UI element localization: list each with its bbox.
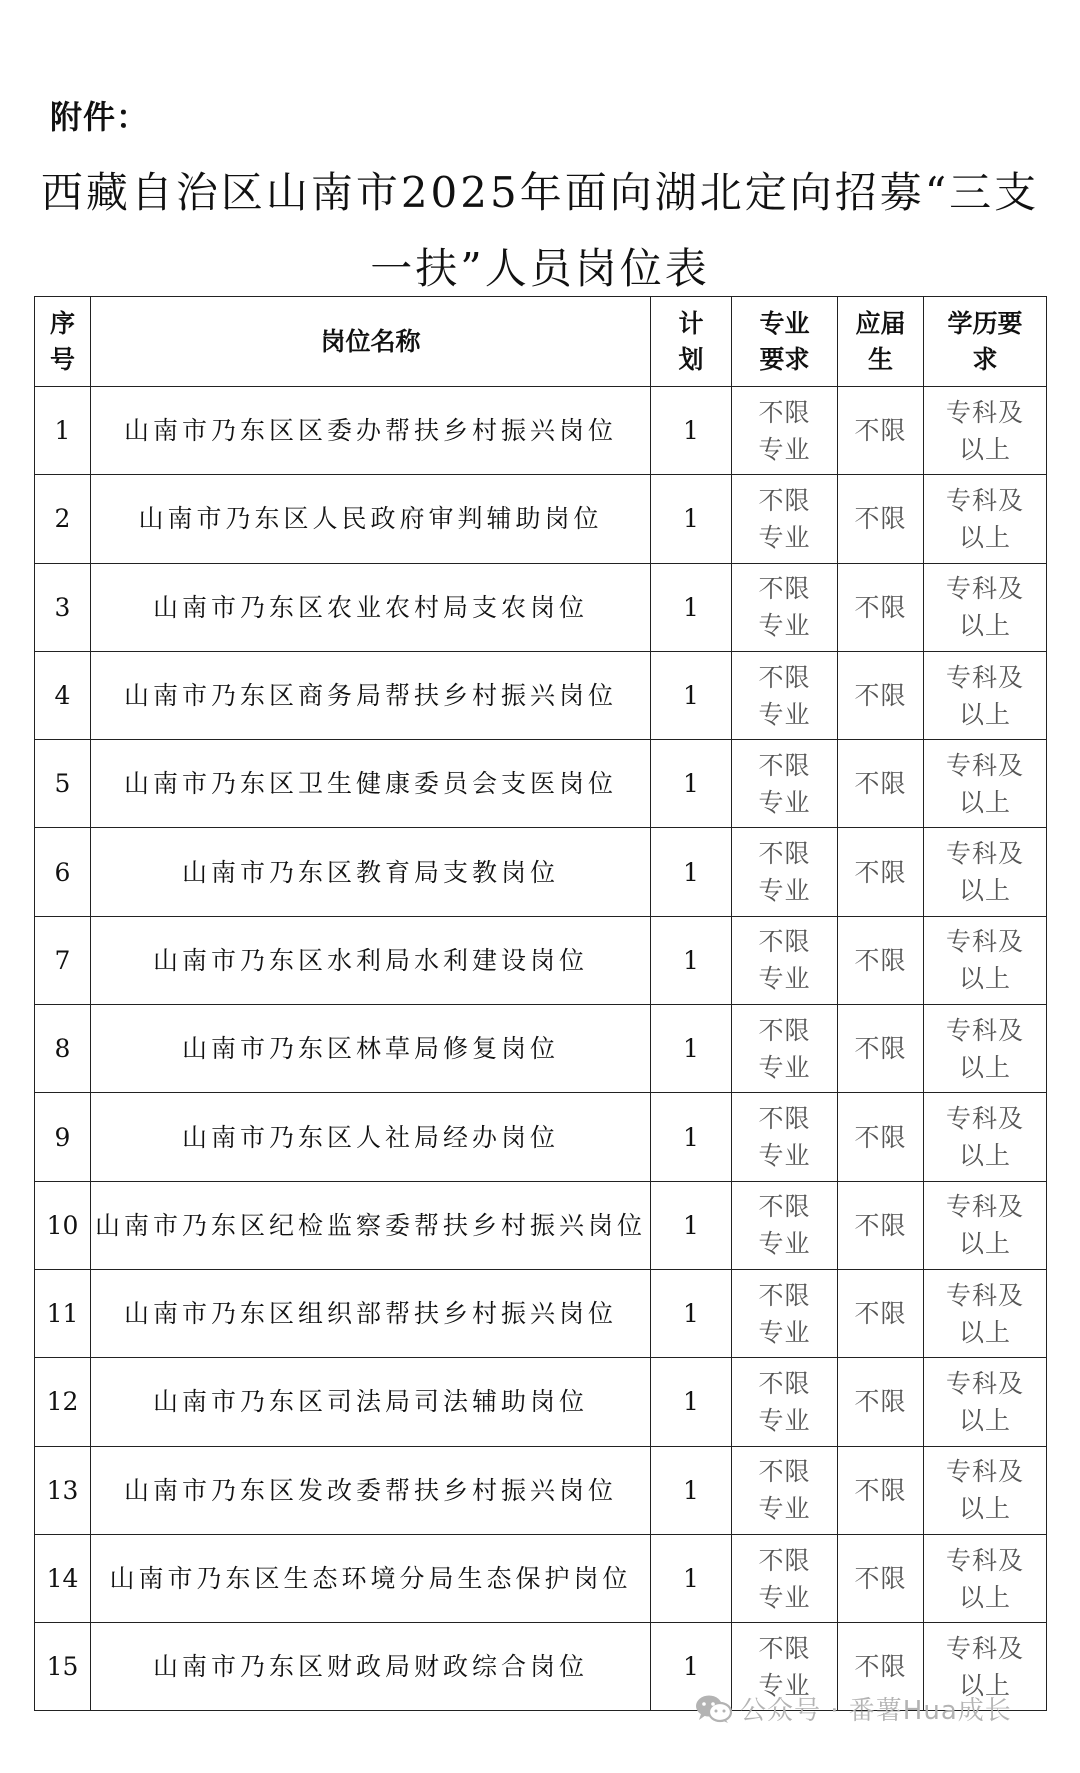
cell-major: 不限专业	[732, 1005, 838, 1093]
cell-graduate: 不限	[838, 475, 924, 563]
cell-position-name: 山南市乃东区发改委帮扶乡村振兴岗位	[91, 1446, 651, 1534]
cell-plan: 1	[651, 1005, 732, 1093]
cell-seq: 11	[35, 1269, 91, 1357]
cell-position-name: 山南市乃东区组织部帮扶乡村振兴岗位	[91, 1269, 651, 1357]
cell-graduate: 不限	[838, 916, 924, 1004]
cell-education: 专科及以上	[924, 563, 1047, 651]
table-row	[35, 1446, 1047, 1534]
cell-plan: 1	[651, 740, 732, 828]
cell-graduate: 不限	[838, 1358, 924, 1446]
document-title: 西藏自治区山南市2025年面向湖北定向招募“三支一扶”人员岗位表	[40, 168, 1040, 293]
cell-major: 不限专业	[732, 475, 838, 563]
cell-major: 不限专业	[732, 1534, 838, 1622]
cell-seq: 1	[35, 387, 91, 475]
cell-seq: 12	[35, 1358, 91, 1446]
cell-position-name: 山南市乃东区农业农村局支农岗位	[91, 563, 651, 651]
cell-position-name: 山南市乃东区人民政府审判辅助岗位	[91, 475, 651, 563]
cell-education: 专科及以上	[924, 1446, 1047, 1534]
cell-graduate: 不限	[838, 828, 924, 916]
table-row	[35, 1181, 1047, 1269]
cell-education: 专科及以上	[924, 740, 1047, 828]
cell-education: 专科及以上	[924, 1005, 1047, 1093]
cell-position-name: 山南市乃东区人社局经办岗位	[91, 1093, 651, 1181]
cell-major: 不限专业	[732, 1093, 838, 1181]
cell-plan: 1	[651, 1446, 732, 1534]
cell-graduate: 不限	[838, 1534, 924, 1622]
attachment-label: 附件：	[50, 98, 150, 136]
table-row	[35, 1269, 1047, 1357]
cell-education: 专科及以上	[924, 1181, 1047, 1269]
cell-plan: 1	[651, 563, 732, 651]
cell-position-name: 山南市乃东区教育局支教岗位	[91, 828, 651, 916]
cell-major: 不限专业	[732, 387, 838, 475]
cell-education: 专科及以上	[924, 475, 1047, 563]
cell-major: 不限专业	[732, 1181, 838, 1269]
cell-seq: 13	[35, 1446, 91, 1534]
cell-position-name: 山南市乃东区司法局司法辅助岗位	[91, 1358, 651, 1446]
cell-graduate: 不限	[838, 563, 924, 651]
cell-seq: 9	[35, 1093, 91, 1181]
watermark	[694, 1690, 1012, 1727]
cell-position-name: 山南市乃东区区委办帮扶乡村振兴岗位	[91, 387, 651, 475]
cell-seq: 6	[35, 828, 91, 916]
table-row	[35, 387, 1047, 475]
cell-education: 专科及以上	[924, 1358, 1047, 1446]
cell-position-name: 山南市乃东区商务局帮扶乡村振兴岗位	[91, 651, 651, 739]
cell-position-name: 山南市乃东区卫生健康委员会支医岗位	[91, 740, 651, 828]
wechat-icon	[694, 1694, 732, 1724]
cell-position-name: 山南市乃东区林草局修复岗位	[91, 1005, 651, 1093]
cell-education: 专科及以上	[924, 651, 1047, 739]
cell-seq: 5	[35, 740, 91, 828]
cell-plan: 1	[651, 916, 732, 1004]
table-row	[35, 1005, 1047, 1093]
cell-graduate: 不限	[838, 1005, 924, 1093]
cell-plan: 1	[651, 387, 732, 475]
cell-seq: 2	[35, 475, 91, 563]
table-header-row	[35, 297, 1047, 387]
table-row	[35, 475, 1047, 563]
cell-plan: 1	[651, 651, 732, 739]
table-row	[35, 651, 1047, 739]
table-row	[35, 1534, 1047, 1622]
cell-plan: 1	[651, 1534, 732, 1622]
cell-plan: 1	[651, 1269, 732, 1357]
cell-position-name: 山南市乃东区纪检监察委帮扶乡村振兴岗位	[91, 1181, 651, 1269]
cell-graduate: 不限	[838, 1446, 924, 1534]
cell-major: 不限专业	[732, 1446, 838, 1534]
cell-seq: 4	[35, 651, 91, 739]
cell-education: 专科及以上	[924, 1093, 1047, 1181]
column-header-name: 岗位名称	[91, 297, 651, 387]
cell-position-name: 山南市乃东区生态环境分局生态保护岗位	[91, 1534, 651, 1622]
cell-major: 不限专业	[732, 1358, 838, 1446]
cell-major: 不限专业	[732, 916, 838, 1004]
cell-education: 专科及以上	[924, 916, 1047, 1004]
cell-plan: 1	[651, 1093, 732, 1181]
cell-graduate: 不限	[838, 387, 924, 475]
cell-graduate: 不限	[838, 651, 924, 739]
cell-education: 专科及以上	[924, 828, 1047, 916]
cell-major: 不限专业	[732, 1623, 838, 1711]
cell-education: 专科及以上	[924, 1269, 1047, 1357]
column-header-plan: 计划	[651, 297, 732, 387]
table-row	[35, 916, 1047, 1004]
cell-plan: 1	[651, 1623, 732, 1711]
cell-plan: 1	[651, 1181, 732, 1269]
cell-plan: 1	[651, 1358, 732, 1446]
cell-seq: 3	[35, 563, 91, 651]
table-row	[35, 563, 1047, 651]
table-row	[35, 1358, 1047, 1446]
cell-major: 不限专业	[732, 740, 838, 828]
cell-major: 不限专业	[732, 1269, 838, 1357]
cell-graduate: 不限	[838, 1623, 924, 1711]
cell-seq: 15	[35, 1623, 91, 1711]
cell-seq: 8	[35, 1005, 91, 1093]
column-header-seq: 序号	[35, 297, 91, 387]
cell-seq: 14	[35, 1534, 91, 1622]
table-row	[35, 740, 1047, 828]
cell-major: 不限专业	[732, 828, 838, 916]
cell-major: 不限专业	[732, 563, 838, 651]
cell-graduate: 不限	[838, 740, 924, 828]
cell-graduate: 不限	[838, 1269, 924, 1357]
cell-education: 专科及以上	[924, 1623, 1047, 1711]
cell-seq: 7	[35, 916, 91, 1004]
cell-position-name: 山南市乃东区水利局水利建设岗位	[91, 916, 651, 1004]
cell-seq: 10	[35, 1181, 91, 1269]
column-header-graduate: 应届生	[838, 297, 924, 387]
cell-graduate: 不限	[838, 1181, 924, 1269]
cell-plan: 1	[651, 828, 732, 916]
cell-education: 专科及以上	[924, 387, 1047, 475]
watermark-text: 公众号 · 番薯Hua成长	[740, 1696, 1012, 1726]
cell-education: 专科及以上	[924, 1534, 1047, 1622]
positions-table	[34, 296, 1047, 1711]
cell-graduate: 不限	[838, 1093, 924, 1181]
table-row	[35, 1093, 1047, 1181]
cell-major: 不限专业	[732, 651, 838, 739]
cell-plan: 1	[651, 475, 732, 563]
table-row	[35, 828, 1047, 916]
column-header-education: 学历要求	[924, 297, 1047, 387]
cell-position-name: 山南市乃东区财政局财政综合岗位	[91, 1623, 651, 1711]
column-header-major: 专业要求	[732, 297, 838, 387]
